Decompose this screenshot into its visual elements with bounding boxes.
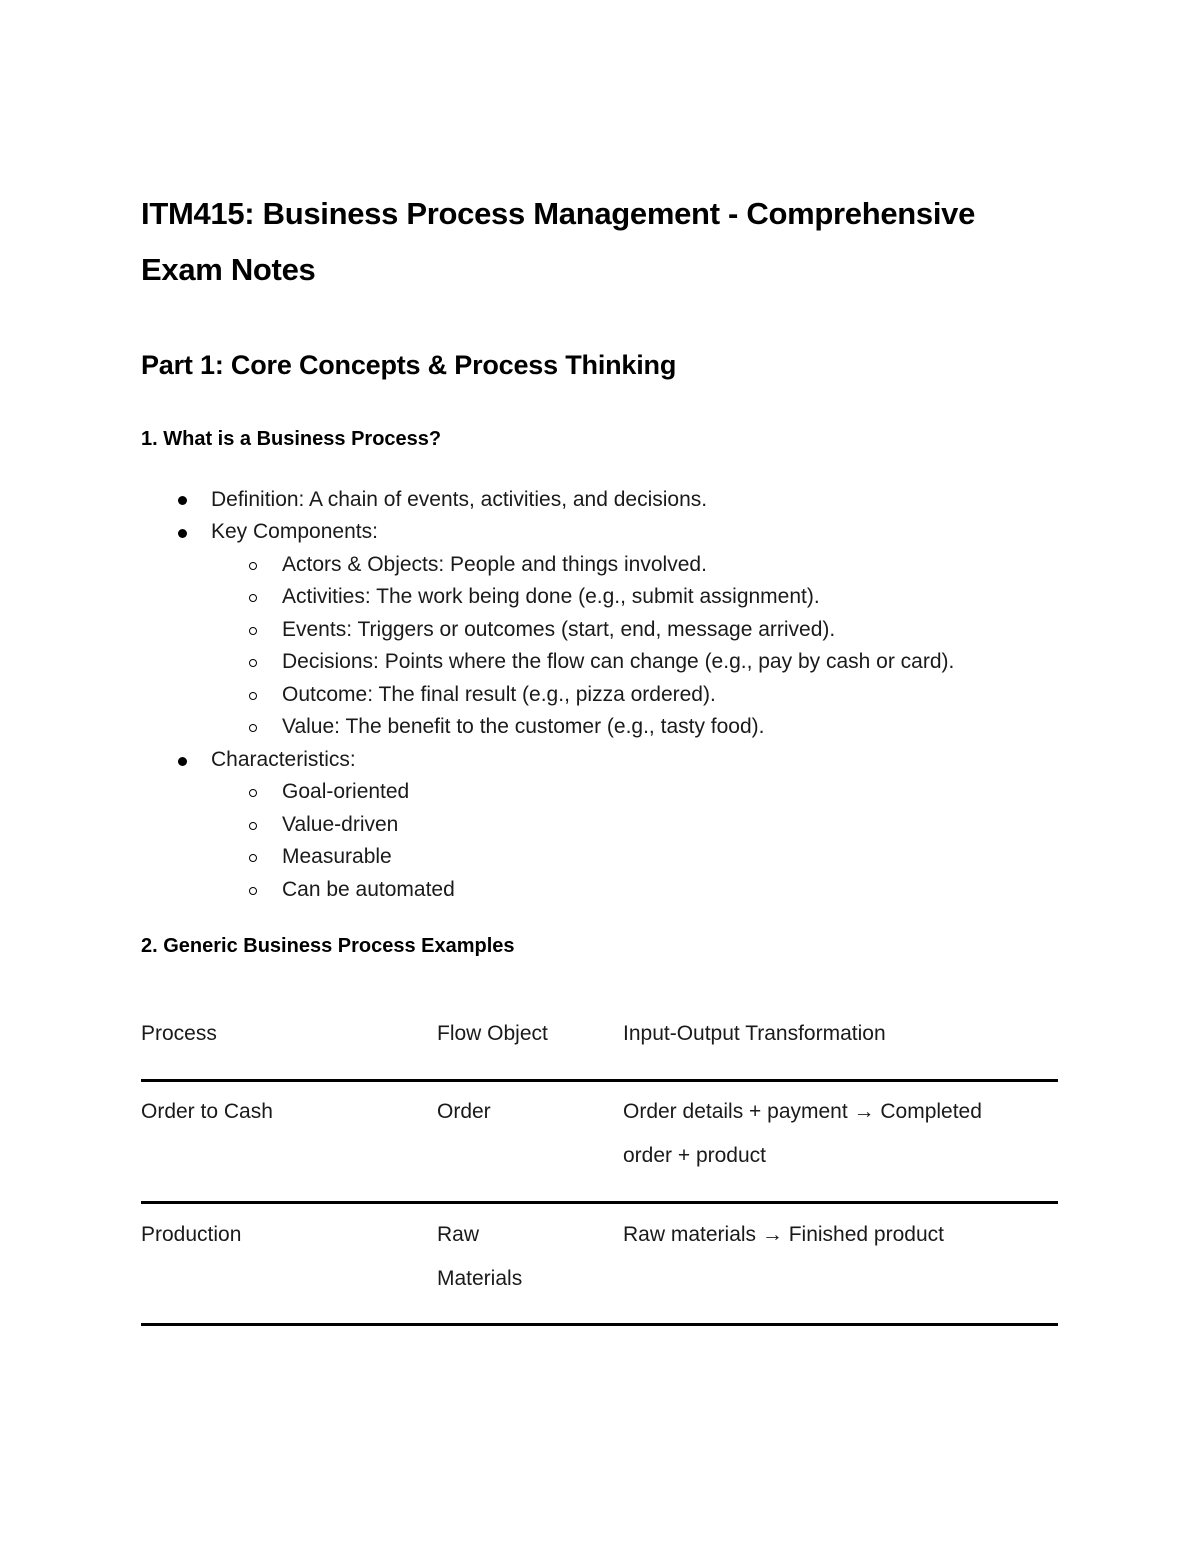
sub-list-item: Outcome: The final result (e.g., pizza ordered). (282, 683, 716, 706)
bullet-circle-icon (249, 854, 257, 862)
sub-list-item: Goal-oriented (282, 780, 410, 803)
bullet-circle-icon (249, 887, 257, 895)
table-divider (141, 1323, 1058, 1326)
document-title-line-2: Exam Notes (141, 252, 316, 287)
sub-list-item: Activities: The work being done (e.g., submit assignment). (282, 585, 820, 608)
section-1-heading: 1. What is a Business Process? (141, 428, 442, 450)
table-header-cell: Flow Object (437, 1022, 548, 1045)
bullet-circle-icon (249, 724, 257, 732)
bullet-circle-icon (249, 789, 257, 797)
table-cell: Raw materials → Finished product (623, 1223, 944, 1246)
table-divider (141, 1079, 1058, 1082)
bullet-circle-icon (249, 627, 257, 635)
table-cell: Raw Materials (437, 1223, 523, 1290)
sub-list-item: Can be automated (282, 878, 455, 901)
sub-list-item: Value: The benefit to the customer (e.g., tasty food). (282, 715, 765, 738)
list-item: Characteristics: (211, 748, 356, 771)
bullet-disc-icon (178, 496, 187, 505)
bullet-circle-icon (249, 594, 257, 602)
table-divider (141, 1201, 1058, 1204)
table-cell: Order (437, 1100, 491, 1123)
part-1-heading: Part 1: Core Concepts & Process Thinking (141, 350, 677, 380)
bullet-circle-icon (249, 692, 257, 700)
bullet-circle-icon (249, 562, 257, 570)
sub-list-item: Decisions: Points where the flow can change (e.g., pay by cash or card). (282, 650, 955, 673)
table-header-cell: Process (141, 1022, 217, 1045)
table-cell: Order to Cash (141, 1100, 273, 1123)
bullet-disc-icon (178, 529, 187, 538)
sub-list-item: Value-driven (282, 813, 399, 836)
table-cell: Production (141, 1223, 242, 1246)
table-cell: Order details + payment → Completed order + product (623, 1100, 982, 1167)
bullet-disc-icon (178, 757, 187, 766)
table-header-cell: Input-Output Transformation (623, 1022, 886, 1045)
sub-list-item: Events: Triggers or outcomes (start, end, message arrived). (282, 618, 836, 641)
document-title (141, 186, 975, 298)
bullet-circle-icon (249, 659, 257, 667)
sub-list-item: Actors & Objects: People and things involved. (282, 553, 707, 576)
section-2-heading: 2. Generic Business Process Examples (141, 935, 515, 957)
bullet-circle-icon (249, 822, 257, 830)
list-item: Definition: A chain of events, activities, and decisions. (211, 488, 708, 511)
sub-list-item: Measurable (282, 845, 392, 868)
document-title-line-1: ITM415: Business Process Management - Comprehensive (141, 196, 976, 231)
list-item: Key Components: (211, 520, 378, 543)
